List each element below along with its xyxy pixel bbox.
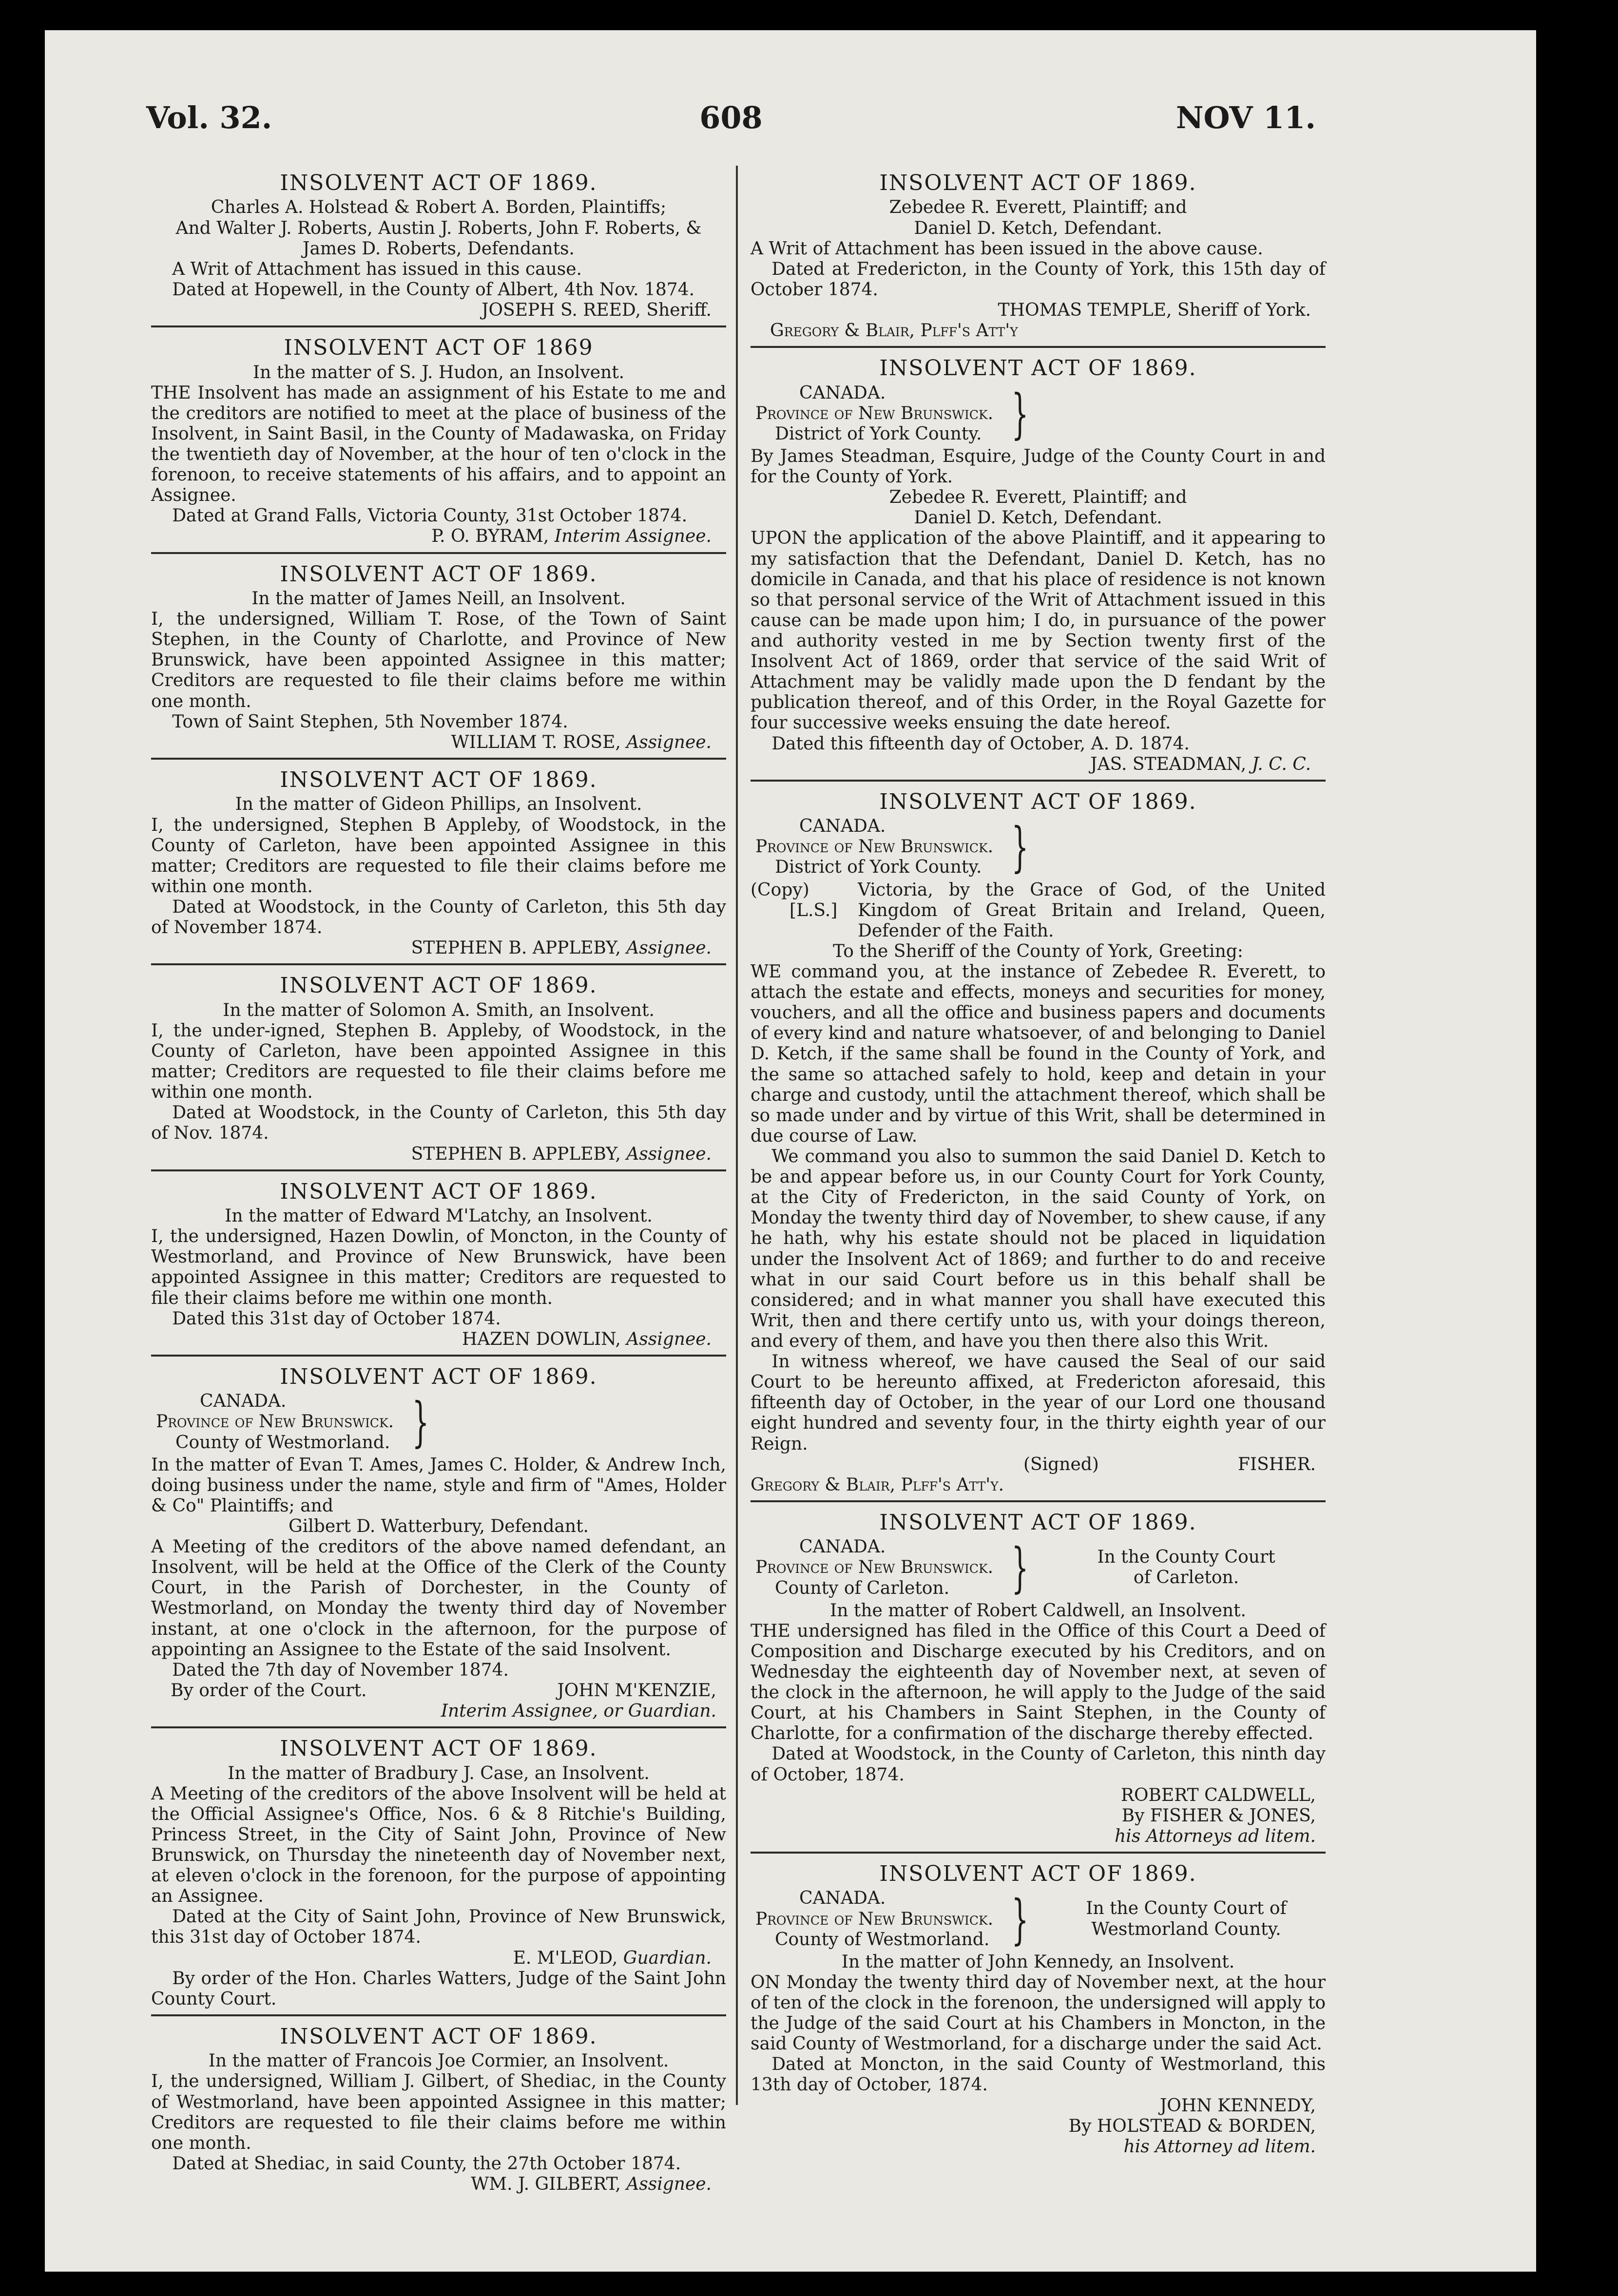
canada-label: CANADA. bbox=[799, 383, 886, 403]
signature-name: ROBERT CALDWELL, bbox=[1120, 1785, 1316, 1805]
signer-name: FISHER. bbox=[1237, 1454, 1316, 1474]
order-line: By order of the Court. bbox=[171, 1680, 367, 1701]
volume-label: Vol. 32. bbox=[146, 100, 272, 135]
seal-label: [L.S.] bbox=[790, 900, 838, 920]
notice-holstead bbox=[151, 166, 726, 327]
notice-body: A Meeting of the creditors of the above named defendant, an Insolvent, will be held at the Office of the Clerk of the County Court, in the Parish of Dorchester, in the County of Westmorland, on Monday the twenty third day of November instant, at one o'clock in the afternoon, for the purpose of appointing an Assignee to the Estate of the said Insolvent. bbox=[151, 1537, 726, 1660]
notice-dated: Dated the 7th day of November 1874. bbox=[172, 1660, 509, 1680]
notice-signature: JOSEPH S. REED, Sheriff. bbox=[482, 300, 712, 321]
notice-matter: In the matter of Bradbury J. Case, an Insolvent. bbox=[228, 1763, 650, 1783]
notice-smith bbox=[151, 968, 726, 1171]
defendant-line: Gilbert D. Watterbury, Defendant. bbox=[289, 1516, 589, 1536]
notice-matter: In the matter of Gideon Phillips, an Insolvent. bbox=[235, 794, 642, 815]
notice-hudon bbox=[151, 330, 726, 554]
notice-signature: WM. J. GILBERT, Assignee. bbox=[471, 2174, 712, 2194]
judge-line: By James Steadman, Esquire, Judge of the County Court in and for the County of York. bbox=[751, 446, 1326, 487]
attorney-line: Gregory & Blair, Plff's Att'y bbox=[770, 321, 1018, 341]
notice-signature: WILLIAM T. ROSE, Assignee. bbox=[451, 732, 712, 752]
copy-label: (Copy) bbox=[751, 880, 809, 900]
notice-body: THE undersigned has filed in the Office of this Court a Deed of Composition and Discharge executed by his Creditors, and on Wednesday the eighteenth day of November next, at seven of the clock in the afternoon, he will apply to the Judge of the said Court, at his Chambers in Saint Stephen, in the County of Charlotte, for a confirmation of the discharge thereby effected. bbox=[751, 1621, 1326, 1744]
notice-body: I, the under-igned, Stephen B. Appleby, of Woodstock, in the County of Carleton, have been appointed Assignee in this matter; Creditors are requested to file their claims before me within one month. bbox=[151, 1020, 726, 1103]
notice-body: I, the undersigned, William J. Gilbert, of Shediac, in the County of Westmorland, have been appointed Assignee in this matter; Creditors are requested to file their claims before me within one month. bbox=[151, 2071, 726, 2153]
royal-style-text: Victoria, by the Grace of God, of the United Kingdom of Great Britain and Ireland, Queen, Defender of the Faith. bbox=[858, 880, 1326, 941]
notice-matter: In the matter of Edward M'Latchy, an Insolvent. bbox=[225, 1206, 653, 1226]
province-block bbox=[751, 1537, 1326, 1598]
notice-dated: Town of Saint Stephen, 5th November 1874. bbox=[172, 711, 568, 732]
notice-signature: THOMAS TEMPLE, Sheriff of York. bbox=[998, 300, 1311, 321]
county-label: District of York County. bbox=[775, 423, 982, 444]
attorney-line: Gregory & Blair, Plff's Att'y. bbox=[751, 1474, 1004, 1495]
signature-firm: By HOLSTEAD & BORDEN, bbox=[1068, 2116, 1316, 2136]
right-column bbox=[751, 166, 1326, 2165]
county-label: County of Carleton. bbox=[775, 1578, 950, 1598]
notice-dated: Dated at Shediac, in said County, the 27th October 1874. bbox=[172, 2153, 681, 2174]
notice-body: A Meeting of the creditors of the above Insolvent will be held at the Official Assignee's Office, Nos. 6 & 8 Ritchie's Building, Princess Street, in the City of Saint John, Province of New Brunswick, on Thursday the nineteenth day of November next, at eleven o'clock in the forenoon, for the purpose of appointing an Assignee. bbox=[151, 1783, 726, 1907]
signature-title: his Attorney ad litem. bbox=[1123, 2136, 1316, 2157]
party-line: Daniel D. Ketch, Defendant. bbox=[914, 218, 1162, 238]
notice-signature: JAS. STEADMAN, J. C. C. bbox=[1090, 754, 1311, 774]
order-line: By order of the Hon. Charles Watters, Judge of the Saint John County Court. bbox=[151, 1968, 726, 2009]
notice-dated: Dated at Woodstock, in the County of Carleton, this ninth day of October, 1874. bbox=[751, 1744, 1326, 1785]
notice-heading: INSOLVENT ACT OF 1869. bbox=[280, 767, 597, 792]
writ-summons: We command you also to summon the said Daniel D. Ketch to be and appear before us, in our County Court for York County, at the City of Fredericton, in the said County of York, on Monday the twenty third day of November, to shew cause, if any he hath, why his estate should not be placed in liquidation under the Insolvent Act of 1869; and further to do and receive what in our said Court before us in this behalf shall be considered; and in what manner you shall have executed this Writ, then and there certify unto us, with your doings thereon, and every of them, and have you then there also this Writ. bbox=[751, 1147, 1326, 1351]
brace-glyph: } bbox=[1011, 382, 1029, 445]
signature-name: JOHN KENNEDY, bbox=[1159, 2095, 1316, 2116]
notice-signature: STEPHEN B. APPLEBY, Assignee. bbox=[411, 1144, 712, 1164]
court-label: In the County Court of Carleton. bbox=[1097, 1547, 1275, 1588]
party-line: Daniel D. Ketch, Defendant. bbox=[914, 508, 1162, 528]
notice-heading: INSOLVENT ACT OF 1869. bbox=[280, 1364, 597, 1389]
province-label: Province of New Brunswick. bbox=[755, 837, 994, 857]
notice-signature: E. M'LEOD, Guardian. bbox=[513, 1948, 712, 1968]
writ-witness: In witness whereof, we have caused the Seal of our said Court to be hereunto affixed, at Fredericton aforesaid, this fifteenth day of October, in the year of our Lord one thousand eight hundred and seventy four, in the thirty eighth year of our Reign. bbox=[751, 1352, 1326, 1454]
party-line: Charles A. Holstead & Robert A. Borden, Plaintiffs; bbox=[211, 197, 667, 218]
notice-matter: In the matter of Solomon A. Smith, an Insolvent. bbox=[223, 1000, 655, 1020]
notice-heading: INSOLVENT ACT OF 1869. bbox=[879, 1510, 1197, 1535]
notice-signature: STEPHEN B. APPLEBY, Assignee. bbox=[411, 938, 712, 958]
notice-steadman-order bbox=[751, 351, 1326, 782]
notice-signature: JOHN M'KENZIE, bbox=[557, 1680, 716, 1701]
court-label: In the County Court of Westmorland County. bbox=[1086, 1898, 1287, 1939]
notice-case bbox=[151, 1731, 726, 2016]
notice-signature: HAZEN DOWLIN, Assignee. bbox=[462, 1329, 712, 1349]
notice-heading: INSOLVENT ACT OF 1869. bbox=[280, 171, 597, 195]
signed-label: (Signed) bbox=[1023, 1454, 1099, 1474]
notice-body: I, the undersigned, Hazen Dowlin, of Moncton, in the County of Westmorland, and Province of New Brunswick, have been appointed Assignee in this matter; Creditors are requested to file their claims before me within one month. bbox=[151, 1226, 726, 1308]
signature-title: Interim Assignee, or Guardian. bbox=[441, 1701, 716, 1721]
canada-label: CANADA. bbox=[799, 1888, 886, 1909]
party-line: James D. Roberts, Defendants. bbox=[303, 238, 575, 259]
page-header bbox=[146, 85, 1316, 149]
province-label: Province of New Brunswick. bbox=[755, 403, 994, 423]
brace-glyph: } bbox=[1011, 1536, 1029, 1599]
greeting-line: To the Sheriff of the County of York, Greeting: bbox=[833, 941, 1243, 961]
canada-label: CANADA. bbox=[200, 1391, 287, 1412]
notice-heading: INSOLVENT ACT OF 1869. bbox=[280, 561, 597, 587]
notice-dated: Dated at the City of Saint John, Province of New Brunswick, this 31st day of October 1874. bbox=[151, 1907, 726, 1948]
notice-kennedy bbox=[751, 1856, 1326, 2162]
notice-cormier bbox=[151, 2019, 726, 2200]
notice-heading: INSOLVENT ACT OF 1869. bbox=[879, 789, 1197, 814]
party-line: Zebedee R. Everett, Plaintiff; and bbox=[889, 487, 1187, 508]
notice-body: UPON the application of the above Plaintiff, and it appearing to my satisfaction that the Defendant, Daniel D. Ketch, has no domicile in Canada, and that his place of residence is not known so that personal service of the Writ of Attachment issued in this cause can be made upon him; I do, in pursuance of the power and authority vested in me by Section twenty first of the Insolvent Act of 1869, order that service of the said Writ of Attachment may be validly made upon the D fendant by the publication thereof, and of this Order, in the Royal Gazette for four successive weeks ensuing the date hereof. bbox=[751, 528, 1326, 733]
notice-body: I, the undersigned, Stephen B Appleby, of Woodstock, in the County of Carleton, have been appointed Assignee in this matter; Creditors are requested to file their claims before me within one month. bbox=[151, 815, 726, 897]
province-block bbox=[751, 1888, 1326, 1950]
notice-dated: Dated at Fredericton, in the County of York, this 15th day of October 1874. bbox=[751, 259, 1326, 300]
signature-firm: By FISHER & JONES, bbox=[1121, 1805, 1316, 1826]
royal-style-block bbox=[751, 880, 1326, 941]
notice-heading: INSOLVENT ACT OF 1869 bbox=[284, 335, 594, 361]
notice-dated: Dated at Grand Falls, Victoria County, 31st October 1874. bbox=[172, 506, 688, 526]
notice-matter: In the matter of Evan T. Ames, James C. Holder, & Andrew Inch, doing business under the name, style and firm of "Ames, Holder & Co" Plaintiffs; and bbox=[151, 1454, 726, 1516]
notice-body: THE Insolvent has made an assignment of his Estate to me and the creditors are notified to meet at the place of business of the Insolvent, in Saint Basil, in the County of Madawaska, on Friday the twentieth day of November, at the hour of ten o'clock in the forenoon, to receive statements of his affairs, and to appoint an Assignee. bbox=[151, 383, 726, 506]
notice-heading: INSOLVENT ACT OF 1869. bbox=[280, 973, 597, 998]
notice-heading: INSOLVENT ACT OF 1869. bbox=[280, 1736, 597, 1761]
notice-body: A Writ of Attachment has been issued in the above cause. bbox=[751, 238, 1263, 259]
issue-date: NOV 11. bbox=[1175, 100, 1316, 135]
notice-dated: Dated this 31st day of October 1874. bbox=[172, 1308, 501, 1329]
signature-row bbox=[151, 1681, 726, 1701]
brace-glyph: } bbox=[1011, 816, 1029, 879]
notice-ames bbox=[151, 1359, 726, 1728]
notice-heading: INSOLVENT ACT OF 1869. bbox=[280, 2024, 597, 2049]
notice-neill bbox=[151, 557, 726, 760]
notice-heading: INSOLVENT ACT OF 1869. bbox=[280, 1179, 597, 1204]
notice-dated: Dated at Moncton, in the said County of Westmorland, this 13th day of October, 1874. bbox=[751, 2054, 1326, 2095]
signature-title: his Attorneys ad litem. bbox=[1115, 1826, 1316, 1846]
notice-body: I, the undersigned, William T. Rose, of the Town of Saint Stephen, in the County of Charlotte, and Province of New Brunswick, have been appointed Assignee in this matter; Creditors are requested to file their claims before me within one month. bbox=[151, 609, 726, 711]
county-label: District of York County. bbox=[775, 857, 982, 878]
county-label: County of Westmorland. bbox=[175, 1432, 390, 1453]
party-line: And Walter J. Roberts, Austin J. Roberts, John F. Roberts, & bbox=[175, 218, 702, 238]
notice-body: ON Monday the twenty third day of November next, at the hour of ten of the clock in the forenoon, the undersigned will apply to the Judge of the said Court at his Chambers in Moncton, in the said County of Westmorland, for a discharge under the said Act. bbox=[751, 1972, 1326, 2054]
notice-matter: In the matter of John Kennedy, an Insolvent. bbox=[841, 1952, 1235, 1972]
notice-matter: In the matter of James Neill, an Insolvent. bbox=[251, 589, 626, 609]
notice-dated: Dated at Woodstock, in the County of Carleton, this 5th day of Nov. 1874. bbox=[151, 1103, 726, 1144]
notice-heading: INSOLVENT ACT OF 1869. bbox=[879, 171, 1197, 195]
notice-caldwell bbox=[751, 1505, 1326, 1854]
notice-mlatchy bbox=[151, 1174, 726, 1357]
notice-matter: In the matter of Robert Caldwell, an Insolvent. bbox=[830, 1600, 1246, 1621]
province-block bbox=[751, 816, 1326, 878]
province-label: Province of New Brunswick. bbox=[156, 1412, 394, 1432]
writ-body: WE command you, at the instance of Zebedee R. Everett, to attach the estate and effects, moneys and securities for money, vouchers, and all the office and business papers and documents of every kind and nature whatsoever, of and belonging to Daniel D. Ketch, if the same shall be found in the County of York, and the same so attached safely to hold, keep and detain in your charge and custody, until the attachment thereof, which shall be so made under and by virtue of this Writ, shall be determined in due course of Law. bbox=[751, 962, 1326, 1146]
notice-heading: INSOLVENT ACT OF 1869. bbox=[879, 356, 1197, 381]
notice-dated: Dated at Woodstock, in the County of Carleton, this 5th day of November 1874. bbox=[151, 897, 726, 938]
province-block bbox=[751, 383, 1326, 444]
notice-signature: P. O. BYRAM, Interim Assignee. bbox=[431, 526, 712, 547]
column-divider bbox=[736, 166, 738, 2105]
brace-glyph: } bbox=[1011, 1888, 1029, 1951]
canada-label: CANADA. bbox=[799, 816, 886, 837]
page-number: 608 bbox=[699, 100, 763, 135]
notice-dated: Dated at Hopewell, in the County of Albert, 4th Nov. 1874. bbox=[172, 279, 695, 300]
notice-phillips bbox=[151, 763, 726, 965]
notice-body: A Writ of Attachment has issued in this cause. bbox=[172, 259, 582, 279]
notice-everett-writ bbox=[751, 166, 1326, 348]
province-block bbox=[151, 1391, 726, 1453]
left-column bbox=[151, 166, 726, 2202]
signed-row bbox=[751, 1454, 1326, 1475]
notice-matter: In the matter of S. J. Hudon, an Insolvent. bbox=[252, 362, 625, 383]
province-label: Province of New Brunswick. bbox=[755, 1557, 994, 1578]
county-label: County of Westmorland. bbox=[775, 1929, 990, 1950]
notice-dated: Dated this fifteenth day of October, A. D. 1874. bbox=[771, 733, 1190, 754]
notice-writ-of-attachment bbox=[751, 784, 1326, 1502]
notice-matter: In the matter of Francois Joe Cormier, an Insolvent. bbox=[208, 2051, 669, 2071]
notice-heading: INSOLVENT ACT OF 1869. bbox=[879, 1861, 1197, 1886]
brace-glyph: } bbox=[412, 1391, 429, 1454]
province-label: Province of New Brunswick. bbox=[755, 1909, 994, 1929]
party-line: Zebedee R. Everett, Plaintiff; and bbox=[889, 197, 1187, 218]
canada-label: CANADA. bbox=[799, 1537, 886, 1557]
